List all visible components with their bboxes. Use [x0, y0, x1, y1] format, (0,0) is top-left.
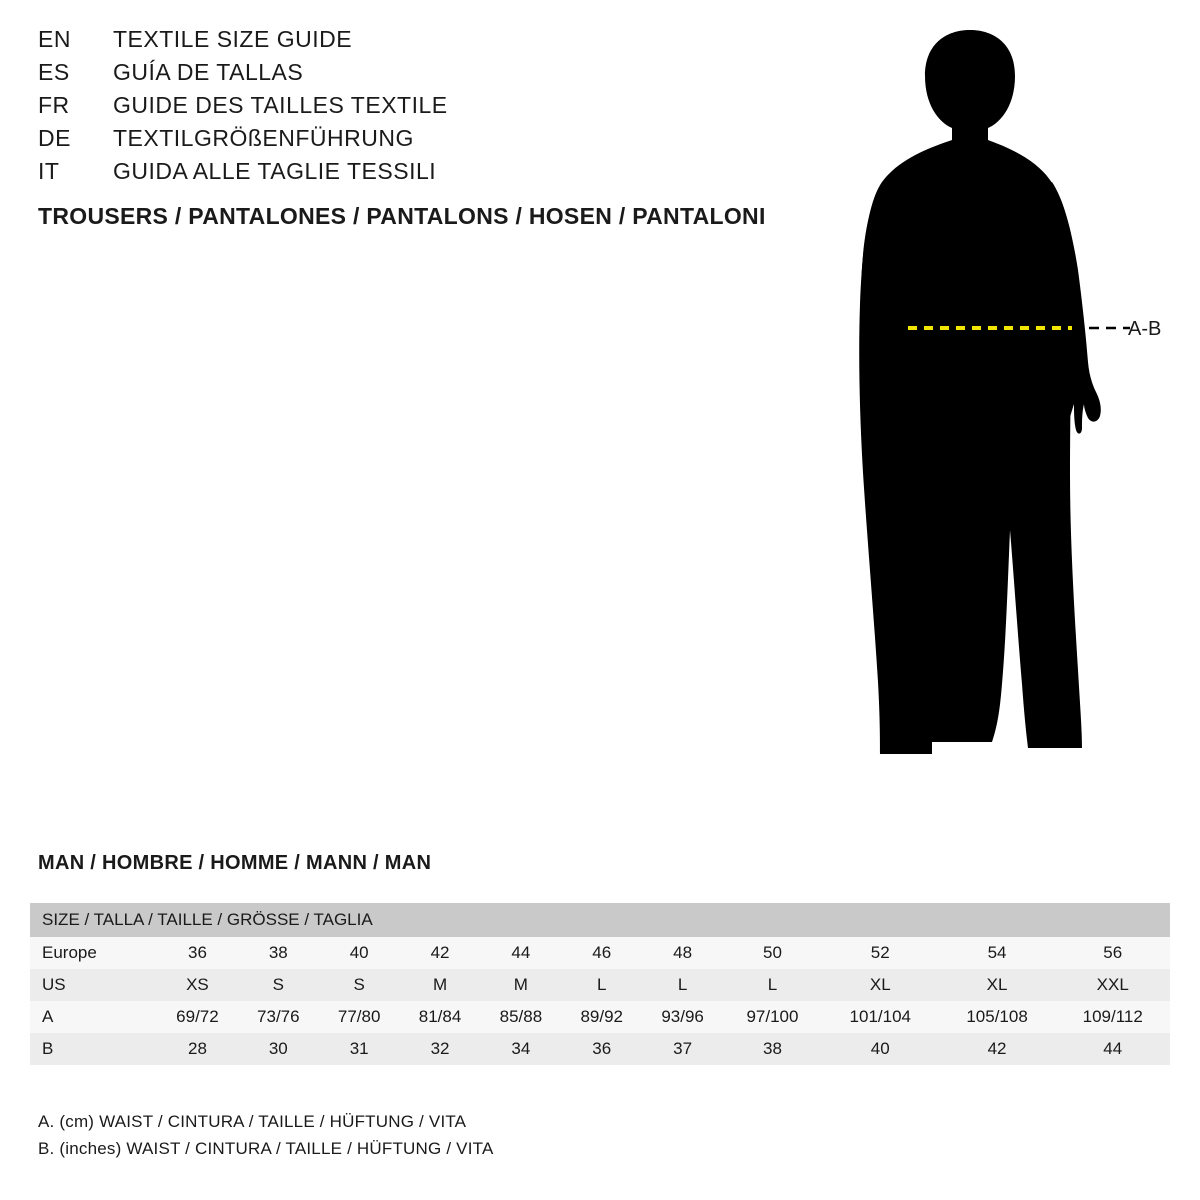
cell-value: 36 [592, 1039, 612, 1058]
language-row [38, 92, 818, 125]
garment-type-title: TROUSERS / PANTALONES / PANTALONS / HOSEN / PANTALONI [38, 203, 766, 229]
row-label: B [42, 1039, 54, 1058]
table-header-label: SIZE / TALLA / TAILLE / GRÖSSE / TAGLIA [30, 903, 1170, 937]
language-title: TEXTILGRÖßENFÜHRUNG [113, 125, 414, 151]
cell-value: L [767, 975, 778, 994]
cell-value: 38 [268, 943, 288, 962]
language-row [38, 59, 818, 92]
cell-value: 89/92 [580, 1007, 624, 1026]
table-row [30, 969, 1170, 1001]
figure-illustration [820, 18, 1190, 798]
footnotes-block [38, 1108, 494, 1162]
cell-value: M [513, 975, 528, 994]
language-code: IT [38, 158, 60, 184]
table-row [30, 1033, 1170, 1065]
footnote-b: B. (inches) WAIST / CINTURA / TAILLE / HÜFTUNG / VITA [38, 1139, 494, 1158]
cell-value: 44 [511, 943, 531, 962]
cell-value: S [353, 975, 365, 994]
cell-value: 28 [187, 1039, 207, 1058]
male-silhouette [859, 30, 1101, 754]
cell-value: XL [986, 975, 1008, 994]
cell-value: 81/84 [418, 1007, 462, 1026]
cell-value: 50 [762, 943, 782, 962]
cell-value: M [432, 975, 448, 994]
cell-value: 46 [592, 943, 612, 962]
cell-value: 93/96 [661, 1007, 704, 1026]
cell-value: 38 [762, 1039, 782, 1058]
cell-value: 85/88 [499, 1007, 543, 1026]
language-code: DE [38, 125, 71, 151]
cell-value: 109/112 [1082, 1007, 1143, 1026]
cell-value: 42 [430, 943, 450, 962]
cell-value: 54 [987, 943, 1007, 962]
cell-value: 31 [349, 1039, 369, 1058]
language-row [38, 125, 818, 158]
cell-value: 34 [511, 1039, 531, 1058]
cell-value: 77/80 [337, 1007, 381, 1026]
language-header-block [38, 26, 818, 230]
cell-value: 73/76 [257, 1007, 300, 1026]
language-code: EN [38, 26, 71, 52]
cell-value: 37 [673, 1039, 693, 1058]
cell-value: 97/100 [746, 1007, 799, 1026]
cell-value: 32 [430, 1039, 450, 1058]
language-row [38, 158, 818, 191]
language-code: ES [38, 59, 70, 85]
cell-value: 56 [1103, 943, 1123, 962]
table-row [30, 1001, 1170, 1033]
cell-value: 101/104 [849, 1007, 911, 1026]
cell-value: XS [186, 975, 209, 994]
table-header-row [30, 903, 1170, 937]
measure-label-ab: A-B [1128, 318, 1162, 340]
cell-value: S [272, 975, 284, 994]
row-label: Europe [42, 943, 97, 962]
cell-value: 105/108 [966, 1007, 1028, 1026]
cell-value: 48 [673, 943, 693, 962]
cell-value: 69/72 [176, 1007, 219, 1026]
cell-value: 44 [1103, 1039, 1123, 1058]
cell-value: 40 [870, 1039, 890, 1058]
cell-value: 36 [187, 943, 207, 962]
language-row [38, 26, 818, 59]
cell-value: 52 [870, 943, 890, 962]
cell-value: 40 [349, 943, 369, 962]
language-title: GUIDA ALLE TAGLIE TESSILI [113, 158, 437, 184]
cell-value: L [677, 975, 688, 994]
table-row [30, 937, 1170, 969]
row-label: US [42, 975, 66, 994]
cell-value: 30 [268, 1039, 288, 1058]
footnote-a: A. (cm) WAIST / CINTURA / TAILLE / HÜFTUNG / VITA [38, 1112, 467, 1131]
gender-section-title: MAN / HOMBRE / HOMME / MANN / MAN [38, 852, 432, 874]
size-chart-table [30, 903, 1170, 1065]
cell-value: XL [869, 975, 891, 994]
row-label: A [42, 1007, 54, 1026]
cell-value: 42 [987, 1039, 1007, 1058]
cell-value: XXL [1096, 975, 1129, 994]
language-title: GUÍA DE TALLAS [113, 59, 304, 85]
language-title: GUIDE DES TAILLES TEXTILE [113, 92, 448, 118]
cell-value: L [597, 975, 607, 994]
language-code: FR [38, 92, 70, 118]
language-title: TEXTILE SIZE GUIDE [113, 26, 353, 52]
